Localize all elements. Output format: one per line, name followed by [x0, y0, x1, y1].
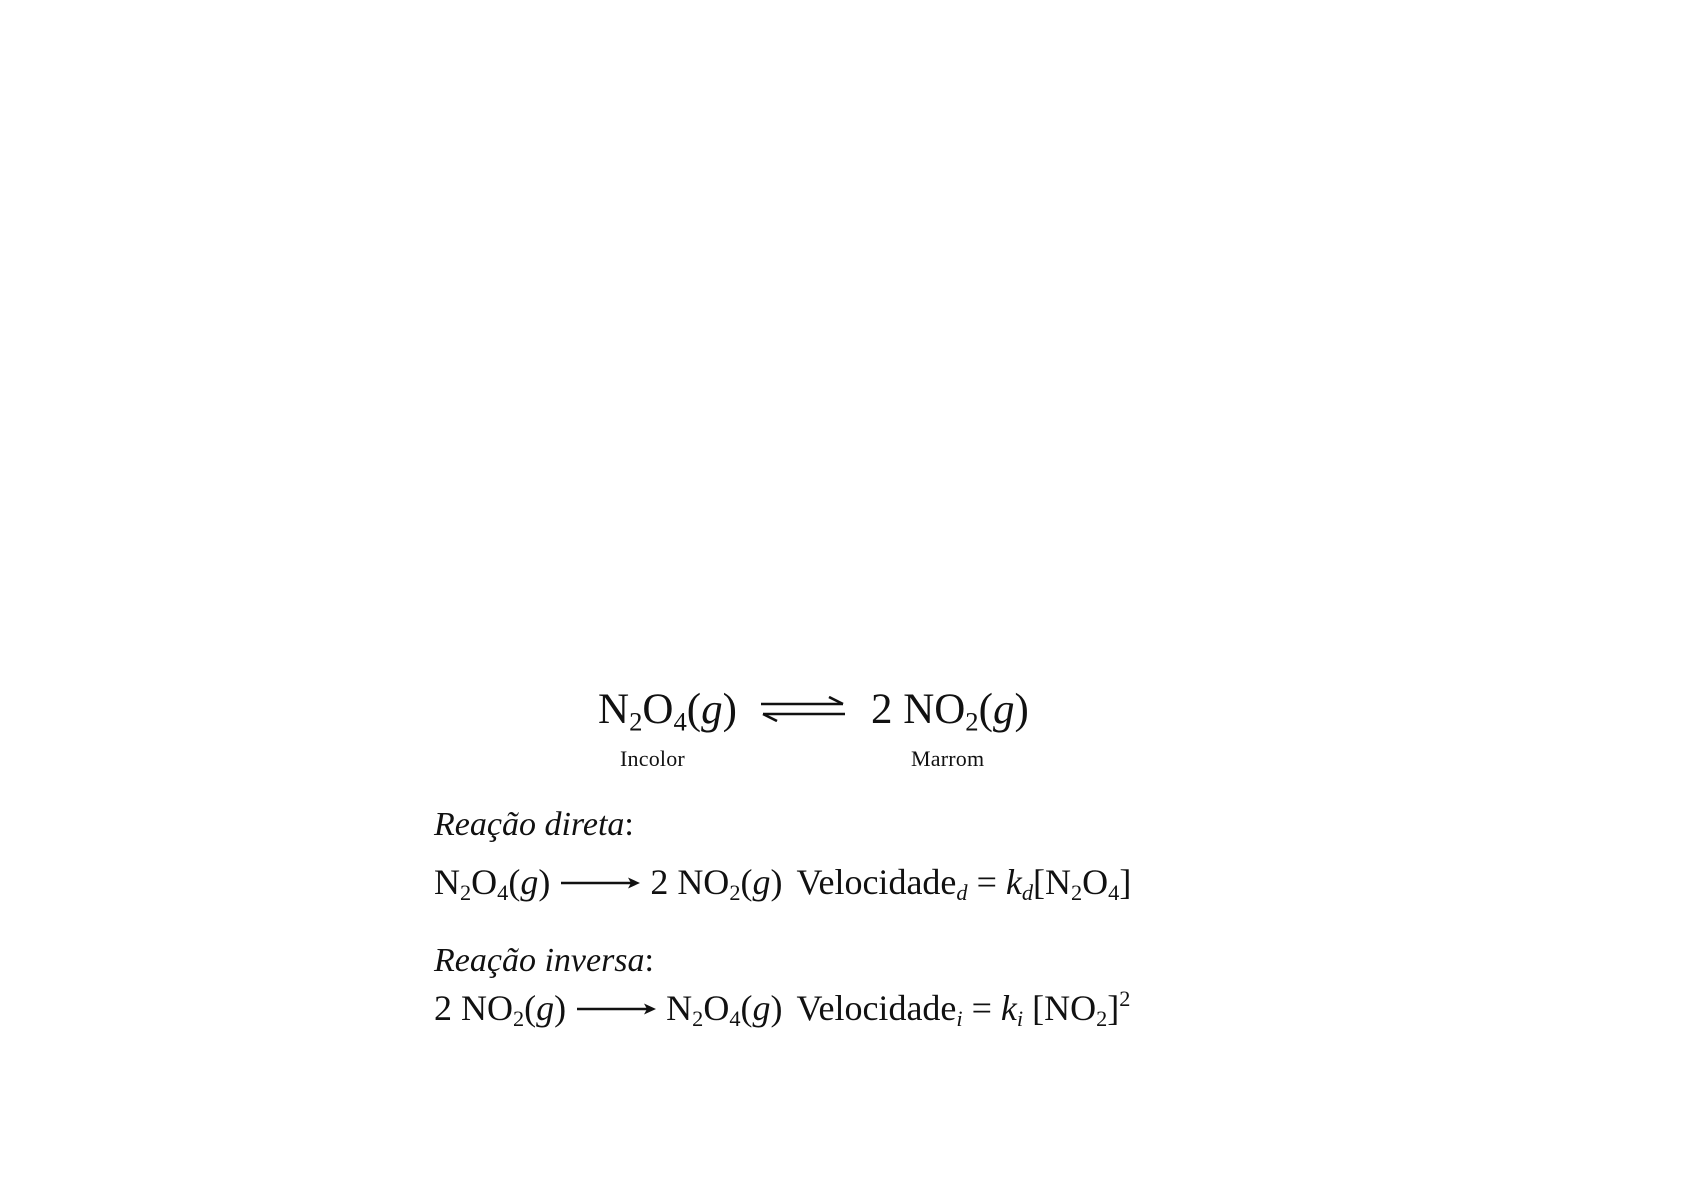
exponent: 2: [1119, 986, 1131, 1012]
rate-word: Velocidade: [796, 988, 957, 1028]
paren-close: ): [770, 988, 783, 1028]
subscript: 2: [513, 1006, 525, 1032]
right-arrow-icon: [576, 1002, 658, 1016]
formula-text: O: [1082, 862, 1109, 902]
coefficient: 2: [650, 862, 678, 902]
forward-reaction-equation: [434, 862, 1132, 906]
paren-close: ): [722, 686, 737, 733]
right-arrow-icon: [560, 876, 642, 890]
rate-constant: k: [1005, 862, 1022, 902]
paren-close: ): [770, 862, 783, 902]
bracket-close: ]: [1119, 862, 1132, 902]
forward-reaction-heading: [434, 806, 634, 844]
subscript: 4: [497, 880, 509, 906]
equilibrium-arrows-icon: [759, 696, 847, 722]
coefficient: 2: [870, 686, 904, 733]
formula-text: N: [1045, 862, 1072, 902]
formula-text: NO: [461, 988, 513, 1028]
bracket-open: [: [1023, 988, 1045, 1028]
formula-text: N: [666, 988, 693, 1028]
equilibrium-equation: [598, 686, 1029, 737]
reverse-product: [666, 988, 783, 1032]
subscript: i: [1016, 1006, 1024, 1032]
paren-open: (: [740, 862, 753, 902]
paren-open: (: [686, 686, 702, 733]
bracket-open: [: [1033, 862, 1046, 902]
formula-text: O: [703, 988, 730, 1028]
subscript: 2: [729, 880, 741, 906]
heading-colon: :: [644, 942, 654, 979]
subscript: 2: [965, 706, 979, 737]
subscript: d: [1021, 880, 1034, 906]
rate-word: Velocidade: [796, 862, 957, 902]
paren-open: (: [978, 686, 993, 733]
paren-open: (: [740, 988, 753, 1028]
heading-text: Reação inversa: [434, 942, 645, 979]
reverse-reaction-equation: [434, 986, 1131, 1032]
phase-label: g: [752, 988, 771, 1028]
paren-open: (: [508, 862, 521, 902]
equals-sign: =: [962, 988, 1001, 1028]
formula-text: N: [598, 686, 630, 733]
product-color-label: Marrom: [911, 746, 985, 771]
heading-colon: :: [624, 806, 634, 843]
forward-reactant: [434, 862, 551, 906]
equilibrium-reactant: [598, 686, 737, 737]
formula-text: NO: [1044, 988, 1097, 1028]
coefficient: 2: [434, 988, 461, 1028]
phase-label: g: [992, 686, 1015, 733]
formula-text: O: [471, 862, 498, 902]
subscript: i: [956, 1006, 963, 1032]
subscript: d: [956, 880, 968, 906]
bracket-close: ]: [1107, 988, 1120, 1028]
equilibrium-product: [870, 686, 1029, 737]
formula-text: NO: [677, 862, 730, 902]
paren-close: ): [554, 988, 567, 1028]
phase-label: g: [520, 862, 539, 902]
formula-text: O: [642, 686, 674, 733]
phase-label: g: [701, 686, 723, 733]
forward-rate-law: [796, 862, 1132, 906]
reverse-reactant: [434, 988, 567, 1032]
subscript: 4: [729, 1006, 741, 1032]
paren-close: ): [1014, 686, 1029, 733]
paren-close: ): [538, 862, 551, 902]
subscript: 2: [1071, 880, 1083, 906]
rate-constant: k: [1000, 988, 1017, 1028]
phase-label: g: [536, 988, 555, 1028]
reverse-reaction-heading: [434, 942, 654, 980]
equals-sign: =: [967, 862, 1006, 902]
subscript: 4: [673, 706, 687, 737]
subscript: 2: [692, 1006, 704, 1032]
reactant-color-label: Incolor: [620, 746, 685, 771]
phase-label: g: [752, 862, 771, 902]
paren-open: (: [524, 988, 537, 1028]
subscript: 4: [1108, 880, 1120, 906]
formula-text: N: [434, 862, 460, 902]
formula-text: NO: [903, 686, 966, 733]
subscript: 2: [460, 880, 472, 906]
subscript: 2: [1096, 1006, 1108, 1032]
subscript: 2: [629, 706, 643, 737]
forward-product: [650, 862, 783, 906]
reverse-rate-law: [796, 986, 1131, 1032]
heading-text: Reação direta: [434, 806, 625, 843]
